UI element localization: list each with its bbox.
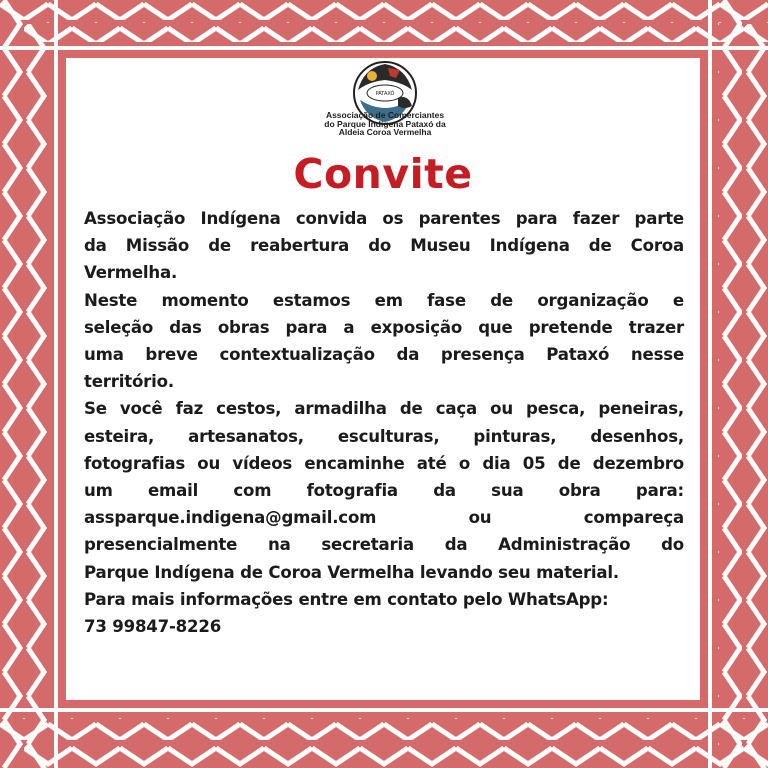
body-line: esteira, artesanatos, esculturas, pinturas, desenhos, bbox=[84, 426, 684, 446]
org-line: Associação de Comerciantes bbox=[325, 110, 445, 120]
email-link[interactable]: assparque.indigena@gmail.com bbox=[84, 508, 377, 528]
organization-name bbox=[280, 111, 490, 137]
body-line: fotografias ou vídeos encaminhe até o dia 05 de dezembro bbox=[84, 453, 684, 473]
body-line: Vermelha. bbox=[84, 263, 178, 283]
body-line: da Missão de reabertura do Museu Indígena de Coroa bbox=[84, 236, 684, 256]
body-line: Neste momento estamos em fase de organização e bbox=[84, 290, 684, 310]
body-line: presencialmente na secretaria da Administração do bbox=[84, 535, 684, 555]
body-line: Associação Indígena convida os parentes para fazer parte bbox=[84, 209, 684, 228]
logo-inner-text: PATAXÓ bbox=[375, 91, 395, 97]
body-line: uma breve contextualização da presença Pataxó nesse bbox=[84, 345, 684, 365]
top-zigzag-band bbox=[0, 0, 768, 48]
whatsapp-number[interactable]: 73 99847-8226 bbox=[84, 617, 222, 637]
body-line: um email com fotografia da sua obra para: bbox=[84, 481, 684, 501]
page-title: Convite bbox=[293, 150, 473, 198]
body-line: Para mais informações entre em contato pelo WhatsApp: bbox=[84, 589, 609, 609]
org-line: do Parque Indígena Pataxó da bbox=[324, 118, 446, 129]
email-line bbox=[84, 504, 684, 531]
body-line: Se você faz cestos, armadilha de caça ou pesca, peneiras, bbox=[84, 399, 684, 419]
body-line: território. bbox=[84, 372, 174, 392]
email-after: compareça bbox=[583, 508, 684, 528]
body-line: seleção das obras para a exposição que pretende trazer bbox=[84, 317, 684, 337]
invitation-body bbox=[84, 205, 684, 640]
bottom-zigzag-band bbox=[0, 710, 768, 768]
left-zigzag-band bbox=[0, 0, 56, 768]
email-or: ou bbox=[468, 508, 492, 528]
right-zigzag-band bbox=[710, 0, 768, 768]
org-line: Aldeia Coroa Vermelha bbox=[338, 127, 432, 137]
body-line: Parque Indígena de Coroa Vermelha levando seu material. bbox=[84, 562, 620, 582]
